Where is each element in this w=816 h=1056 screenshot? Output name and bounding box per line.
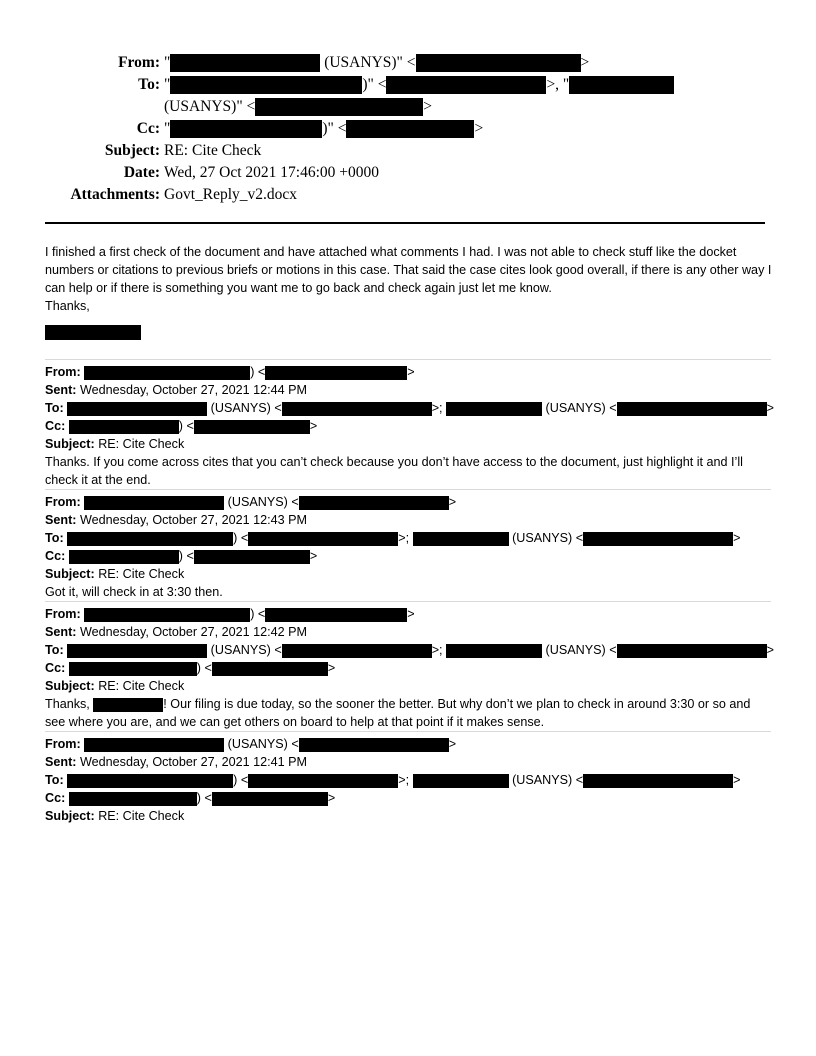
sent-value: Wednesday, October 27, 2021 12:44 PM	[79, 383, 308, 397]
redaction	[617, 644, 767, 658]
signature-redaction	[45, 325, 141, 340]
attachment-filename[interactable]: Govt_Reply_v2.docx	[164, 186, 298, 203]
redaction	[67, 402, 207, 416]
redaction	[413, 774, 509, 788]
subject-value: RE: Cite Check	[98, 679, 185, 693]
redaction	[248, 774, 398, 788]
redaction	[583, 532, 733, 546]
redaction	[84, 608, 250, 622]
redaction	[416, 54, 581, 72]
redaction	[583, 774, 733, 788]
quoted-message-header: From: ) < > Sent: Wednesday, October 27, 2021 12:44 PM To: (USANYS) < >; (USANYS) < > Cc: ) < > Subject: RE: Cite Check	[45, 365, 774, 451]
redaction	[84, 496, 224, 510]
subject-value: RE: Cite Check	[164, 142, 262, 159]
header-subject-row	[0, 140, 816, 162]
redaction	[299, 738, 449, 752]
redaction	[265, 366, 407, 380]
redaction	[282, 644, 432, 658]
quoted-message-header: From: (USANYS) < > Sent: Wednesday, October 27, 2021 12:43 PM To: ) < >; (USANYS) < > Cc: ) < > Subject: RE: Cite Check	[45, 495, 741, 581]
email-body	[45, 243, 773, 825]
message-separator	[45, 601, 771, 602]
message-text: Got it, will check in at 3:30 then.	[45, 585, 223, 599]
message-separator	[45, 489, 771, 490]
header-to-row-continued: (USANYS)" < >	[164, 98, 433, 115]
from-label: From:	[118, 54, 160, 71]
redaction	[84, 366, 250, 380]
header-attachments-row	[0, 184, 816, 206]
redaction	[386, 76, 546, 94]
sent-value: Wednesday, October 27, 2021 12:41 PM	[79, 755, 308, 769]
redaction	[346, 120, 474, 138]
header-date-row	[0, 162, 816, 184]
quoted-message-header: From: ) < > Sent: Wednesday, October 27, 2021 12:42 PM To: (USANYS) < >; (USANYS) < > Cc: ) < > Subject: RE: Cite Check	[45, 607, 774, 693]
redaction	[265, 608, 407, 622]
message-separator	[45, 731, 771, 732]
subject-label: Subject:	[104, 142, 160, 159]
subject-value: RE: Cite Check	[98, 567, 185, 581]
redaction	[69, 420, 179, 434]
redaction	[194, 420, 310, 434]
subject-value: RE: Cite Check	[98, 809, 185, 823]
redaction	[69, 662, 197, 676]
subject-value: RE: Cite Check	[98, 437, 185, 451]
redaction	[446, 402, 542, 416]
sent-value: Wednesday, October 27, 2021 12:42 PM	[79, 625, 308, 639]
message-separator	[45, 359, 771, 360]
attachments-label: Attachments:	[70, 186, 160, 203]
redaction	[93, 698, 163, 712]
closing: Thanks,	[45, 299, 90, 313]
redaction	[69, 550, 179, 564]
header-to-row: To: " )" < >, "	[0, 74, 816, 96]
redaction	[413, 532, 509, 546]
quoted-message-header: From: (USANYS) < > Sent: Wednesday, October 27, 2021 12:41 PM To: ) < >; (USANYS) < > Cc: ) < > Subject: RE: Cite Check	[45, 737, 741, 823]
redaction	[67, 644, 207, 658]
redaction	[248, 532, 398, 546]
cc-label: Cc:	[136, 120, 160, 137]
redaction	[170, 76, 362, 94]
redaction	[170, 120, 322, 138]
redaction	[194, 550, 310, 564]
redaction	[446, 644, 542, 658]
email-header	[0, 52, 816, 206]
redaction	[67, 532, 233, 546]
redaction	[569, 76, 674, 94]
redaction	[69, 792, 197, 806]
header-divider	[45, 222, 765, 224]
redaction	[84, 738, 224, 752]
redaction	[212, 662, 328, 676]
header-cc-row: Cc: " )" < >	[0, 118, 816, 140]
message-text: Thanks. If you come across cites that you can’t check because you don’t have access to the document, just highlight it and I’ll check it at the end.	[45, 455, 743, 487]
redaction	[170, 54, 320, 72]
redaction	[299, 496, 449, 510]
header-from-row: From: " (USANYS)" < >	[0, 52, 816, 74]
to-label: To:	[138, 76, 160, 93]
redaction	[617, 402, 767, 416]
date-label: Date:	[123, 164, 160, 181]
redaction	[67, 774, 233, 788]
redaction	[282, 402, 432, 416]
body-paragraph: I finished a first check of the document and have attached what comments I had. I was not able to check stuff like the docket numbers or citations to previous briefs or motions in this case. That said the case cites look good overall, if there is any other way I can help or if there is something you want me to go back and check again just let me know.	[45, 245, 772, 295]
redaction	[212, 792, 328, 806]
date-value: Wed, 27 Oct 2021 17:46:00 +0000	[164, 164, 380, 181]
message-text: Thanks, ! Our filing is due today, so the sooner the better. But why don’t we plan to check in around 3:30 or so and see where you are, and we can get others on board to help at that point if it makes sense.	[45, 697, 751, 729]
redaction	[255, 98, 423, 116]
sent-value: Wednesday, October 27, 2021 12:43 PM	[79, 513, 308, 527]
